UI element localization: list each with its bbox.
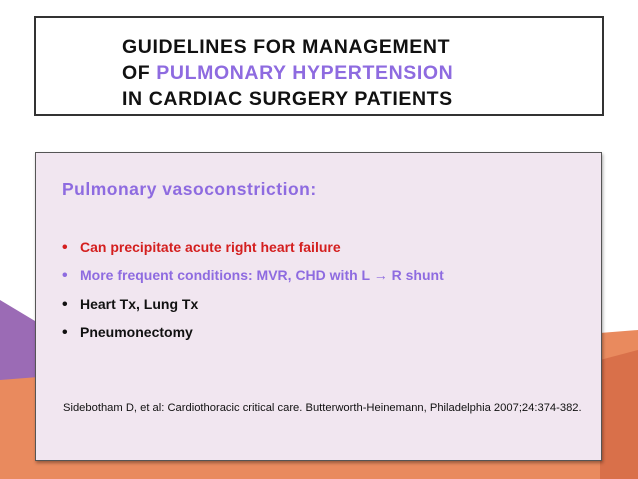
dark-orange-decoration-shape <box>600 350 638 479</box>
content-heading: Pulmonary vasoconstriction: <box>62 179 317 199</box>
bullet-item-3 <box>62 296 198 314</box>
bullet-dot: • <box>62 296 68 313</box>
content-panel <box>35 152 602 461</box>
bullet-item-1 <box>62 239 341 257</box>
title-line-2 <box>122 62 453 85</box>
title-line-1: GUIDELINES FOR MANAGEMENT <box>122 36 451 58</box>
bullet-text: Can precipitate acute right heart failure <box>80 239 341 255</box>
bullet-text: Pneumonectomy <box>80 324 193 340</box>
bullet-text: Heart Tx, Lung Tx <box>80 296 199 312</box>
bullet-text: More frequent conditions: MVR, CHD with L → R shunt <box>80 267 444 283</box>
bullet-item-2 <box>62 267 444 285</box>
reference-citation: Sidebotham D, et al: Cardiothoracic critical care. Butterworth-Heinemann, Philadelphia 2007;24:374-382. <box>63 402 582 414</box>
bullet-dot: • <box>62 267 68 284</box>
bullet-item-4 <box>62 324 193 342</box>
slide-title-box <box>34 16 604 116</box>
bullet-dot: • <box>62 239 68 256</box>
title-line-2-prefix: OF <box>122 62 157 84</box>
title-line-3: IN CARDIAC SURGERY PATIENTS <box>122 88 453 110</box>
title-highlight: PULMONARY HYPERTENSION <box>156 62 454 84</box>
bullet-dot: • <box>62 324 68 341</box>
